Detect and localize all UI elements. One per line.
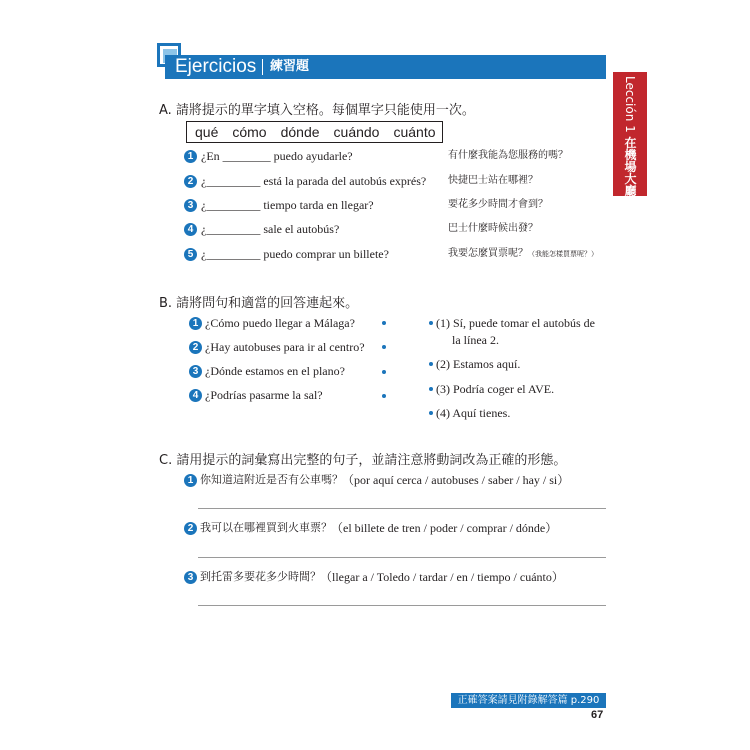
section-c-heading: C. 請用提示的詞彙寫出完整的句子，並請注意將動詞改為正確的形態。 <box>159 453 567 468</box>
translation-text: 我要怎麼買票呢？ <box>448 248 528 259</box>
page-number: 67 <box>591 709 604 721</box>
exercise-a-sentence: ¿_________ tiempo tarda en llegar? <box>201 198 374 212</box>
section-a-heading: A. 請將提示的單字填入空格。每個單字只能使用一次。 <box>159 103 475 118</box>
match-question: ¿Podrías pasarme la sal? <box>205 388 323 402</box>
match-dot-right[interactable] <box>429 321 433 325</box>
exercise-a-sentence: ¿_________ puedo comprar un billete? <box>201 247 389 261</box>
number-badge: 4 <box>189 389 202 402</box>
exercise-c-hint: （el billete de tren / poder / comprar / dónde） <box>331 521 558 535</box>
match-dot-left[interactable] <box>382 370 386 374</box>
match-dot-right[interactable] <box>429 362 433 366</box>
match-question: ¿Dónde estamos en el plano? <box>205 364 345 378</box>
section-b-heading: B. 請將問句和適當的回答連起來。 <box>159 296 359 311</box>
match-answer: (4) Aquí tienes. <box>436 406 511 420</box>
word-bank-item: cómo <box>232 124 267 140</box>
exercise-a-translation <box>448 246 598 262</box>
word-bank-item: qué <box>195 124 219 140</box>
match-question: ¿Hay autobuses para ir al centro? <box>205 340 365 354</box>
number-badge: 5 <box>184 248 197 261</box>
exercise-c-prompt: 到托雷多要花多少時間？ <box>200 570 321 583</box>
exercise-a-sentence: ¿En ________ puedo ayudarle? <box>201 149 353 163</box>
match-dot-left[interactable] <box>382 394 386 398</box>
number-badge: 2 <box>184 522 197 535</box>
number-badge: 1 <box>184 150 197 163</box>
match-answer: (2) Estamos aquí. <box>436 357 521 371</box>
translation-note: （我能怎樣買票呢？） <box>528 250 598 258</box>
match-dot-right[interactable] <box>429 387 433 391</box>
word-bank-item: cuándo <box>333 124 380 140</box>
word-bank <box>186 121 443 143</box>
header-subtitle: 練習題 <box>270 59 310 74</box>
number-badge: 1 <box>184 474 197 487</box>
exercise-c-hint: （llegar a / Toledo / tardar / en / tiempo / cuánto） <box>320 570 564 584</box>
number-badge: 3 <box>184 571 197 584</box>
answer-line[interactable] <box>198 508 606 509</box>
exercise-a-translation: 快捷巴士站在哪裡？ <box>448 175 538 186</box>
answer-line[interactable] <box>198 557 606 558</box>
exercise-a-translation: 要花多少時間才會到？ <box>448 199 548 210</box>
match-dot-left[interactable] <box>382 345 386 349</box>
match-answer: (3) Podría coger el AVE. <box>436 382 555 396</box>
match-answer-continued: la línea 2. <box>452 333 499 347</box>
lesson-side-label <box>619 76 641 197</box>
exercise-a-translation: 巴士什麼時候出發？ <box>448 223 538 234</box>
exercise-c-prompt: 我可以在哪裡買到火車票？ <box>200 521 332 534</box>
exercise-a-sentence: ¿_________ está la parada del autobús exprés? <box>201 174 427 188</box>
word-bank-item: dónde <box>280 124 320 140</box>
match-question: ¿Cómo puedo llegar a Málaga? <box>205 316 355 330</box>
header-separator <box>262 59 263 75</box>
match-answer: (1) Sí, puede tomar el autobús de <box>436 316 595 330</box>
header-title: Ejercicios <box>175 56 257 77</box>
match-dot-left[interactable] <box>382 321 386 325</box>
number-badge: 2 <box>184 175 197 188</box>
lesson-topic: 在機場大廳 <box>623 136 637 197</box>
exercise-c-hint: （por aquí cerca / autobuses / saber / hay / si） <box>342 473 570 487</box>
match-dot-right[interactable] <box>429 411 433 415</box>
number-badge: 2 <box>189 341 202 354</box>
answer-reference-banner: 正確答案請見附錄解答篇 p.290 <box>451 693 606 708</box>
exercise-a-translation: 有什麼我能為您服務的嗎？ <box>448 150 568 161</box>
number-badge: 4 <box>184 223 197 236</box>
number-badge: 3 <box>184 199 197 212</box>
number-badge: 3 <box>189 365 202 378</box>
number-badge: 1 <box>189 317 202 330</box>
word-bank-item: cuánto <box>393 124 436 140</box>
lesson-label: Lección 1 <box>623 76 637 133</box>
exercise-c-prompt: 你知道這附近是否有公車嗎？ <box>200 473 343 486</box>
answer-line[interactable] <box>198 605 606 606</box>
exercise-a-sentence: ¿_________ sale el autobús? <box>201 222 340 236</box>
